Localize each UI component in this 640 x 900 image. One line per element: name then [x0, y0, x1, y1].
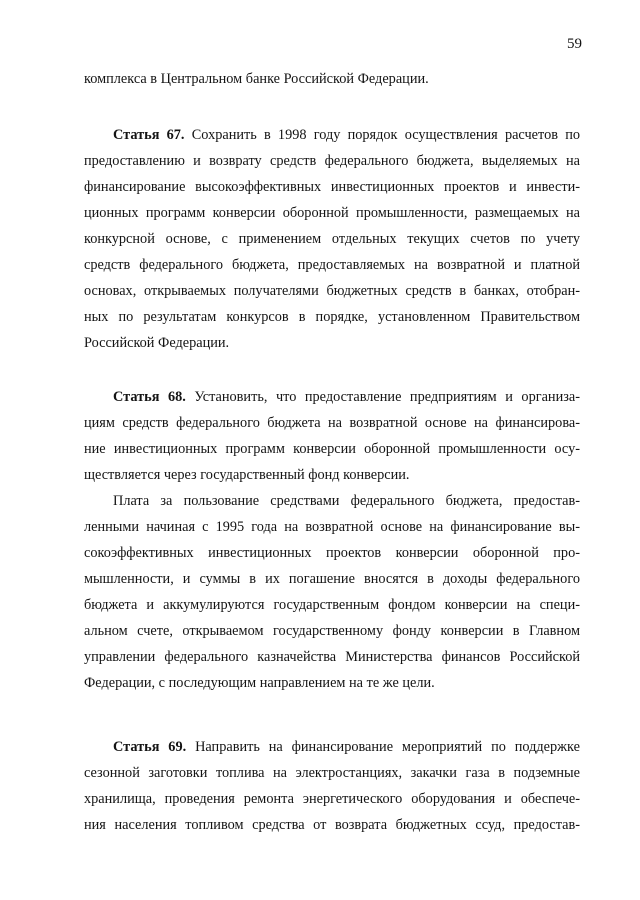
text-line: средств федерального бюджета, предоставляемых на возвратной и платной [84, 257, 580, 273]
article-69 [84, 734, 580, 838]
text-line: предоставлению и возврату средств федерального бюджета, выделяемых на [84, 153, 580, 169]
text-line: ционных программ конверсии оборонной промышленности, размещаемых на [84, 205, 580, 221]
text-line: мышленности, и суммы в их погашение вносятся в доходы федерального [84, 571, 580, 587]
text-line: Российской Федерации. [84, 335, 230, 351]
text-line: циям средств федерального бюджета на возвратной основе на финансирова- [84, 415, 580, 431]
text-line: основах, открываемых получателями бюджетных средств в банках, отобран- [84, 283, 580, 299]
article-first-line [84, 384, 580, 410]
text-line: бюджета и аккумулируются государственным фондом конверсии на специ- [84, 597, 580, 613]
article-first-line-text: Сохранить в 1998 году порядок осуществления расчетов по [191, 127, 580, 143]
article-heading: Статья 68. [113, 389, 186, 405]
text-line: хранилища, проведения ремонта энергетического оборудования и обеспече- [84, 791, 580, 807]
article-first-line [84, 734, 580, 760]
article-first-line-text: Направить на финансирование мероприятий по поддержке [195, 739, 580, 755]
article-first-line [84, 122, 580, 148]
intro-paragraph [84, 66, 580, 92]
text-line: финансирование высокоэффективных инвестиционных проектов и инвести- [84, 179, 580, 195]
article-67 [84, 122, 580, 356]
text-line: ществляется через государственный фонд конверсии. [84, 467, 410, 483]
text-line: конкурсной основе, с применением отдельных текущих счетов по учету [84, 231, 580, 247]
text-line: Плата за пользование средствами федерального бюджета, предостав- [113, 493, 580, 509]
text-line: ленными начиная с 1995 года на возвратной основе на финансирование вы- [84, 519, 580, 535]
article-first-line-text: Установить, что предоставление предприятиям и организа- [194, 389, 580, 405]
text-line: комплекса в Центральном банке Российской Федерации. [84, 71, 429, 87]
article-68 [84, 384, 580, 696]
text-line: ние инвестиционных программ конверсии оборонной промышленности осу- [84, 441, 580, 457]
page-number: 59 [567, 36, 582, 52]
text-line: сокоэффективных инвестиционных проектов конверсии оборонной про- [84, 545, 580, 561]
text-line: ных по результатам конкурсов в порядке, установленном Правительством [84, 309, 580, 325]
text-line: сезонной заготовки топлива на электростанциях, закачки газа в подземные [84, 765, 580, 781]
text-line: альном счете, открываемом государственному фонду конверсии в Главном [84, 623, 580, 639]
article-heading: Статья 67. [113, 127, 185, 143]
text-line: управлении федерального казначейства Министерства финансов Российской [84, 649, 580, 665]
article-heading: Статья 69. [113, 739, 187, 755]
text-line: Федерации, с последующим направлением на те же цели. [84, 675, 435, 691]
text-line: ния населения топливом средства от возврата бюджетных ссуд, предостав- [84, 817, 580, 833]
